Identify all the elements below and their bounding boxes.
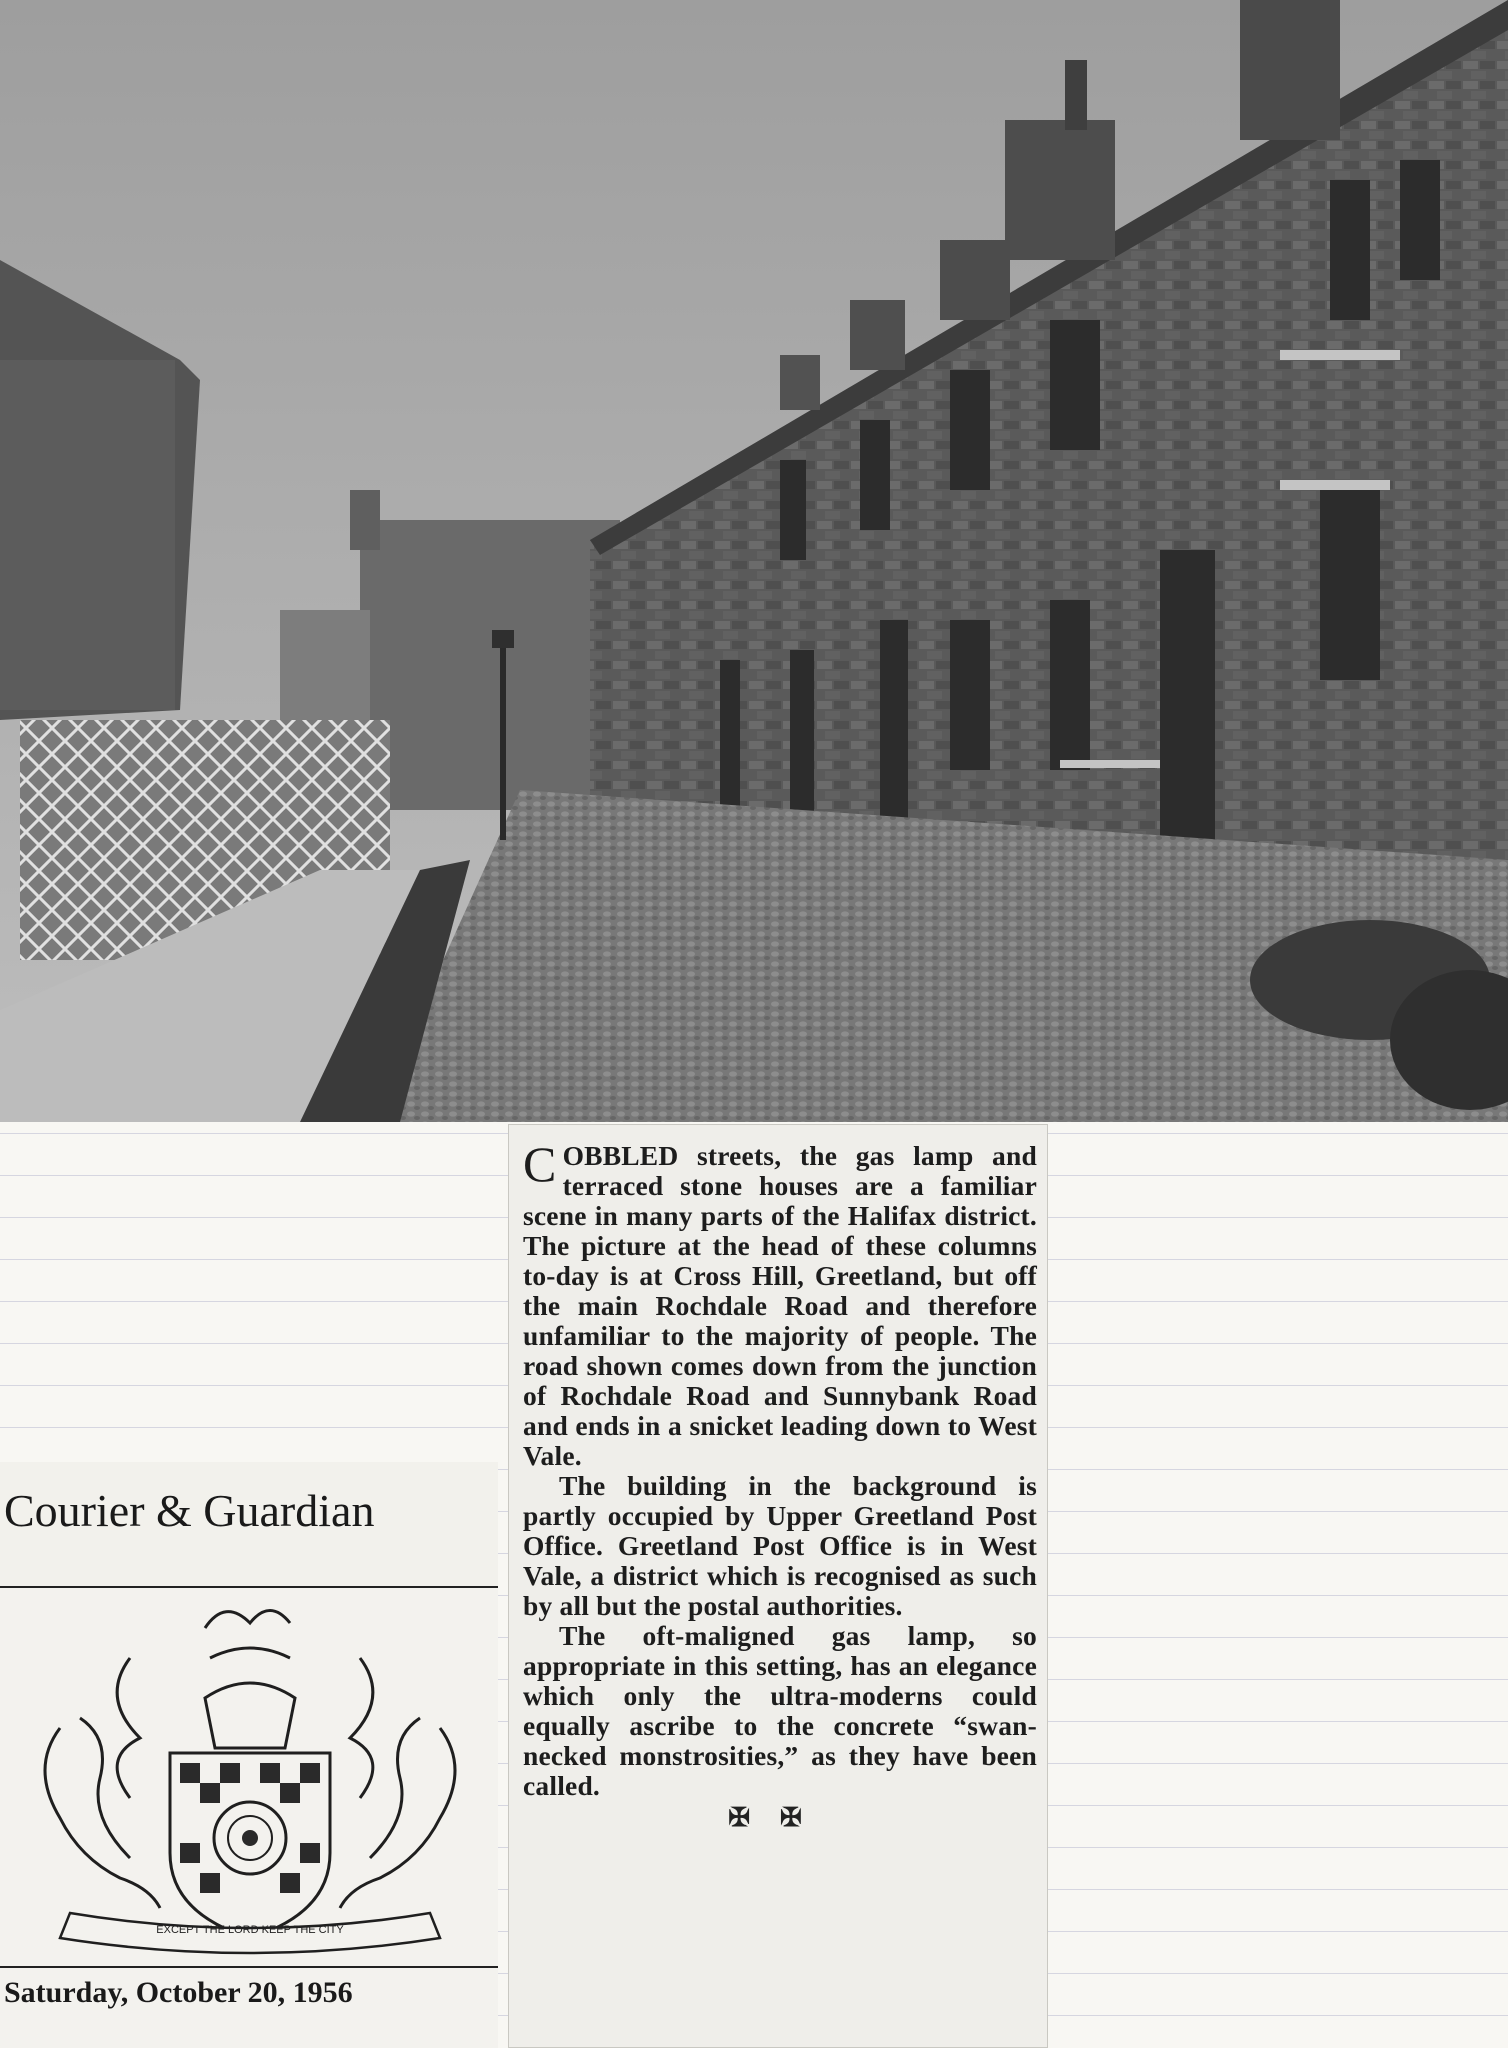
coat-of-arms-panel bbox=[0, 1588, 498, 1968]
dateline bbox=[0, 1968, 498, 2048]
publication-date: Saturday, October 20, 1956 bbox=[4, 1976, 353, 2009]
end-marks: ✠✠ bbox=[728, 1803, 832, 1832]
article-paragraph-3: The oft-maligned gas lamp, so appropriate in this setting, has an elegance which only the ultra-moderns could equally ascribe to the concrete “swan-necked monstrosities,” as they have been called. bbox=[523, 1620, 1037, 1801]
article-paragraph-2: The building in the background is partly occupied by Upper Greetland Post Office. Greetland Post Office is in West Vale, a district which is recognised as such by all but the postal authorities. bbox=[523, 1470, 1037, 1621]
drop-cap: C bbox=[523, 1136, 557, 1192]
article-paragraph-1: COBBLED streets, the gas lamp and terraced stone houses are a familiar scene in many parts of the Halifax district. The picture at the head of these columns to-day is at Cross Hill, Greetland, but off the main Rochdale Road and therefore unfamiliar to the majority of people. The road shown comes down from the junction of Rochdale Road and Sunnybank Road and ends in a snicket leading down to West Vale. bbox=[523, 1136, 1037, 1471]
masthead bbox=[0, 1462, 498, 1588]
crest-motto: EXCEPT THE LORD KEEP THE CITY bbox=[156, 1924, 344, 1936]
newspaper-title: Courier & Guardian bbox=[4, 1485, 375, 1536]
article-column bbox=[508, 1124, 1048, 2048]
coat-of-arms-icon bbox=[0, 1588, 498, 1966]
